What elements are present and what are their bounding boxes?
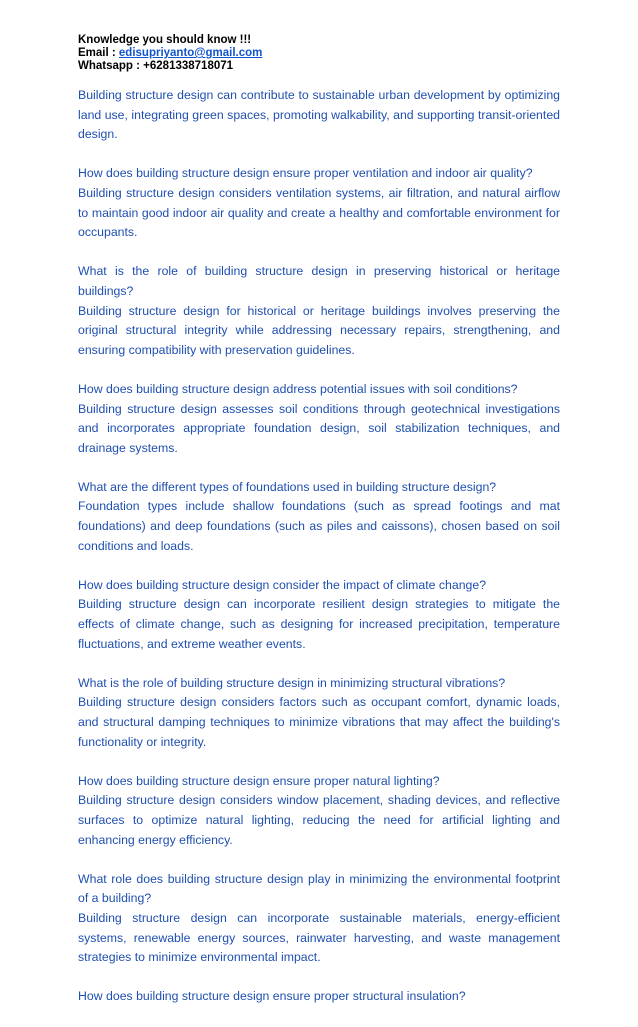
qa-block [78, 478, 560, 556]
qa-block [78, 380, 560, 458]
document-header [78, 34, 560, 73]
answer: Building structure design considers ventilation systems, air filtration, and natural airflow to maintain good indoor air quality and create a healthy and comfortable environment for occupants. [78, 185, 560, 240]
question: How does building structure design ensure proper natural lighting? [78, 773, 440, 788]
question: How does building structure design ensure proper structural insulation? [78, 989, 466, 1004]
question: How does building structure design consider the impact of climate change? [78, 577, 487, 592]
document-body [78, 86, 560, 1007]
question: What are the different types of foundations used in building structure design? [78, 479, 497, 494]
intro-text: Building structure design can contribute to sustainable urban development by optimizing land use, integrating green spaces, promoting walkability, and supporting transit-oriented design. [78, 88, 560, 142]
email-link[interactable]: edisupriyanto@gmail.com [118, 47, 263, 59]
qa-block [78, 870, 560, 968]
email-label: Email : [78, 47, 119, 59]
answer: Building structure design can incorporate sustainable materials, energy-efficient systems, renewable energy sources, rainwater harvesting, and waste management strategies to minimize environmental impact. [78, 910, 560, 965]
question: What role does building structure design play in minimizing the environmental footprint of a building? [78, 871, 560, 906]
qa-block [78, 674, 560, 752]
qa-block [78, 262, 560, 360]
document-page [78, 34, 560, 1027]
qa-block [78, 772, 560, 850]
answer: Building structure design considers factors such as occupant comfort, dynamic loads, and structural damping techniques to minimize vibrations that may affect the building's functionality or integrity. [78, 695, 560, 749]
question: What is the role of building structure design in preserving historical or heritage buildings? [78, 264, 560, 298]
question: What is the role of building structure design in minimizing structural vibrations? [78, 675, 506, 690]
question: How does building structure design address potential issues with soil conditions? [78, 381, 518, 396]
qa-block [78, 576, 560, 654]
answer: Building structure design can incorporate resilient design strategies to mitigate the effects of climate change, such as designing for increased precipitation, temperature fluctuations, and extreme weather events. [78, 597, 560, 651]
qa-block [78, 987, 560, 1007]
qa-block [78, 164, 560, 242]
answer: Building structure design considers window placement, shading devices, and reflective surfaces to optimize natural lighting, reducing the need for artificial lighting and enhancing energy efficiency. [78, 793, 560, 847]
answer: Building structure design for historical or heritage buildings involves preserving the original structural integrity while addressing necessary repairs, strengthening, and ensuring compatibility with preservation guidelines. [78, 303, 560, 357]
header-whatsapp: Whatsapp : +6281338718071 [78, 60, 234, 72]
question: How does building structure design ensure proper ventilation and indoor air quality? [78, 166, 533, 181]
answer: Foundation types include shallow foundations (such as spread footings and mat foundations) and deep foundations (such as piles and caissons), chosen based on soil conditions and loads. [78, 499, 560, 553]
header-email [78, 47, 560, 60]
header-title: Knowledge you should know !!! [78, 34, 252, 46]
intro-paragraph [78, 86, 560, 145]
answer: Building structure design assesses soil conditions through geotechnical investigations and incorporates appropriate foundation design, soil stabilization techniques, and drainage systems. [78, 401, 560, 455]
